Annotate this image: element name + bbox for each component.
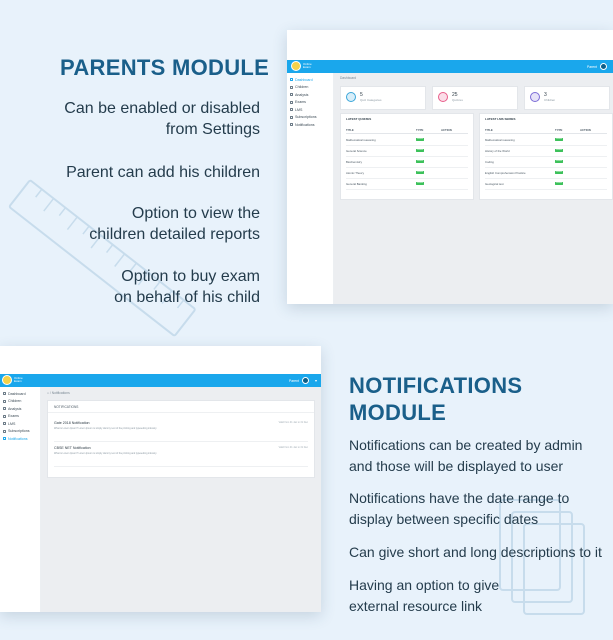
table-row[interactable]: Mathematical reasoning FREE	[485, 134, 607, 146]
sidebar-item-children[interactable]: Children	[287, 84, 333, 92]
stat-card-quiz-categories[interactable]: 5 Quiz Categories	[340, 86, 426, 110]
table-header: TITLE TYPE ACTION	[485, 128, 607, 134]
sidebar-item-dashboard[interactable]: Dashboard	[287, 76, 333, 84]
table-row[interactable]: Coding FREE	[485, 156, 607, 168]
user-name[interactable]: Parent	[587, 64, 597, 69]
table-row[interactable]: Geological test FREE	[485, 178, 607, 190]
app-logo: Online Exam	[291, 61, 312, 71]
children-stat-icon	[530, 92, 540, 102]
main-content	[334, 73, 613, 304]
dashboard-icon	[3, 392, 6, 395]
top-navbar	[0, 374, 321, 387]
chevron-down-icon[interactable]: ▾	[314, 378, 317, 383]
subscriptions-icon	[290, 116, 293, 119]
notifications-card	[47, 400, 315, 478]
table-row[interactable]: Biochemistry FREE	[346, 156, 468, 168]
table-row[interactable]: General Banking FREE	[346, 178, 468, 190]
notifications-feature-3: Can give short and long descriptions to it	[349, 544, 602, 560]
breadcrumb: ⌂ / Notifications	[47, 391, 70, 395]
parents-feature-4: Option to buy exam on behalf of his child	[114, 268, 260, 306]
parents-feature-2: Parent can add his children	[66, 164, 260, 181]
notifications-feature-4: Having an option to give external resource link	[349, 577, 500, 614]
sidebar-item-children[interactable]: Children	[0, 398, 40, 406]
sidebar-item-lms[interactable]: LMS	[0, 420, 40, 428]
latest-lms-table: LATEST LMS SERIES TITLE TYPE ACTION Mathematical reasoning FREE History of the World FREE Coding FREE English Comprehension Practice FREE Geological test FREE	[479, 113, 613, 200]
sidebar-item-exams[interactable]: Exams	[287, 99, 333, 107]
parents-module-heading: PARENTS MODULE	[60, 55, 270, 80]
lms-icon	[3, 422, 6, 425]
children-icon	[290, 86, 293, 89]
dashboard-icon	[290, 78, 293, 81]
sidebar-item-analysis[interactable]: Analysis	[287, 91, 333, 99]
latest-quizzes-table: LATEST QUIZZES TITLE TYPE ACTION Mathematical reasoning FREE General Science FREE Biochemistry FREE Atomic Theory FREE General Banking FREE	[340, 113, 474, 200]
stat-card-quizzes[interactable]: 25 Quizzes	[432, 86, 518, 110]
main-content	[41, 387, 321, 612]
quizzes-icon	[438, 92, 448, 102]
subscriptions-icon	[3, 430, 6, 433]
sidebar	[287, 73, 334, 304]
app-logo: Online Exam	[2, 375, 23, 385]
parents-feature-1: Can be enabled or disabled from Settings	[64, 100, 260, 138]
user-avatar[interactable]	[600, 63, 607, 70]
analysis-icon	[3, 407, 6, 410]
logo-mark-icon	[2, 375, 12, 385]
notifications-card-title: NOTIFICATIONS	[54, 405, 79, 409]
exams-icon	[290, 101, 293, 104]
parents-dashboard-screenshot	[287, 30, 613, 304]
notification-item[interactable]: Gate 2018 Notification What is Lorem Ipsum? Lorem Ipsum is simply dummy text of the printing and typesetting industry. Valid from 01 Jan to 31 Dec	[54, 421, 308, 442]
home-icon[interactable]: ⌂	[47, 391, 50, 395]
sidebar-item-notifications[interactable]: Notifications	[287, 121, 333, 129]
sidebar-item-exams[interactable]: Exams	[0, 413, 40, 421]
notifications-module-heading: NOTIFICATIONS MODULE	[349, 373, 523, 425]
ruler-decoration-icon	[0, 160, 200, 360]
logo-mark-icon	[291, 61, 301, 71]
notification-item[interactable]: CBSE NET Notification What is Lorem Ipsum? Lorem Ipsum is simply dummy text of the printing and typesetting industry. Valid from 01 Jan to 31 Dec	[54, 446, 308, 467]
sidebar-item-notifications[interactable]: Notifications	[0, 435, 40, 443]
exams-icon	[3, 415, 6, 418]
notifications-feature-1: Notifications can be created by admin and those will be displayed to user	[349, 437, 583, 474]
sidebar	[0, 387, 41, 612]
analysis-icon	[290, 93, 293, 96]
table-row[interactable]: History of the World FREE	[485, 145, 607, 157]
table-row[interactable]: General Science FREE	[346, 145, 468, 157]
top-navbar	[287, 60, 613, 73]
sidebar-item-lms[interactable]: LMS	[287, 106, 333, 114]
bell-icon	[3, 437, 6, 440]
sidebar-item-dashboard[interactable]: Dashboard	[0, 390, 40, 398]
table-header: TITLE TYPE ACTION	[346, 128, 468, 134]
table-row[interactable]: Atomic Theory FREE	[346, 167, 468, 179]
sidebar-item-subscriptions[interactable]: Subscriptions	[0, 428, 40, 436]
categories-icon	[346, 92, 356, 102]
children-icon	[3, 400, 6, 403]
lms-icon	[290, 108, 293, 111]
stat-card-children[interactable]: 3 Children	[524, 86, 610, 110]
table-row[interactable]: English Comprehension Practice FREE	[485, 167, 607, 179]
table-row[interactable]: Mathematical reasoning FREE	[346, 134, 468, 146]
notifications-screenshot	[0, 346, 321, 612]
breadcrumb: Dashboard	[340, 76, 357, 80]
sidebar-item-subscriptions[interactable]: Subscriptions	[287, 114, 333, 122]
sidebar-item-analysis[interactable]: Analysis	[0, 405, 40, 413]
bell-icon	[290, 123, 293, 126]
notifications-feature-2: Notifications have the date range to display between specific dates	[349, 490, 570, 527]
user-avatar[interactable]	[302, 377, 309, 384]
parents-feature-3: Option to view the children detailed reports	[89, 205, 260, 243]
user-name[interactable]: Parent	[289, 378, 299, 383]
